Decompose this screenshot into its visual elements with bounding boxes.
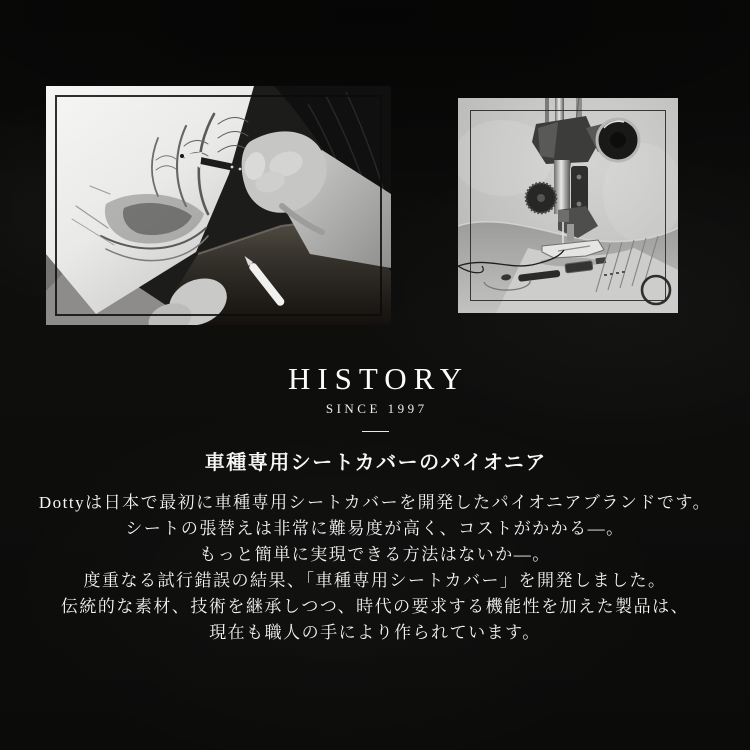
sewing-machine-photo (458, 98, 678, 313)
paragraph-line: 伝統的な素材、技術を継承しつつ、時代の要求する機能性を加えた製品は、 (60, 597, 690, 616)
design-sketch-illustration (46, 86, 391, 325)
history-section (0, 362, 750, 646)
paragraph-line: シートの張替えは非常に難易度が高く、コストがかかる―。 (125, 519, 625, 538)
paragraph-line: Dottyは日本で最初に車種専用シートカバーを開発したパイオニアブランドです。 (38, 493, 712, 512)
paragraph-line: 現在も職人の手により作られています。 (209, 623, 541, 642)
design-sketch-photo (46, 86, 391, 325)
section-heading: 車種専用シートカバーのパイオニア (204, 452, 547, 474)
since-label: SINCE 1997 (325, 401, 428, 416)
sewing-machine-illustration (458, 98, 678, 313)
paragraph-line: 度重なる試行錯誤の結果、「車種専用シートカバー」を開発しました。 (83, 571, 667, 590)
section-title: HISTORY (287, 361, 470, 396)
history-paragraph (0, 490, 750, 646)
divider-line (362, 431, 389, 432)
paragraph-line: もっと簡単に実現できる方法はないか―。 (199, 545, 551, 564)
